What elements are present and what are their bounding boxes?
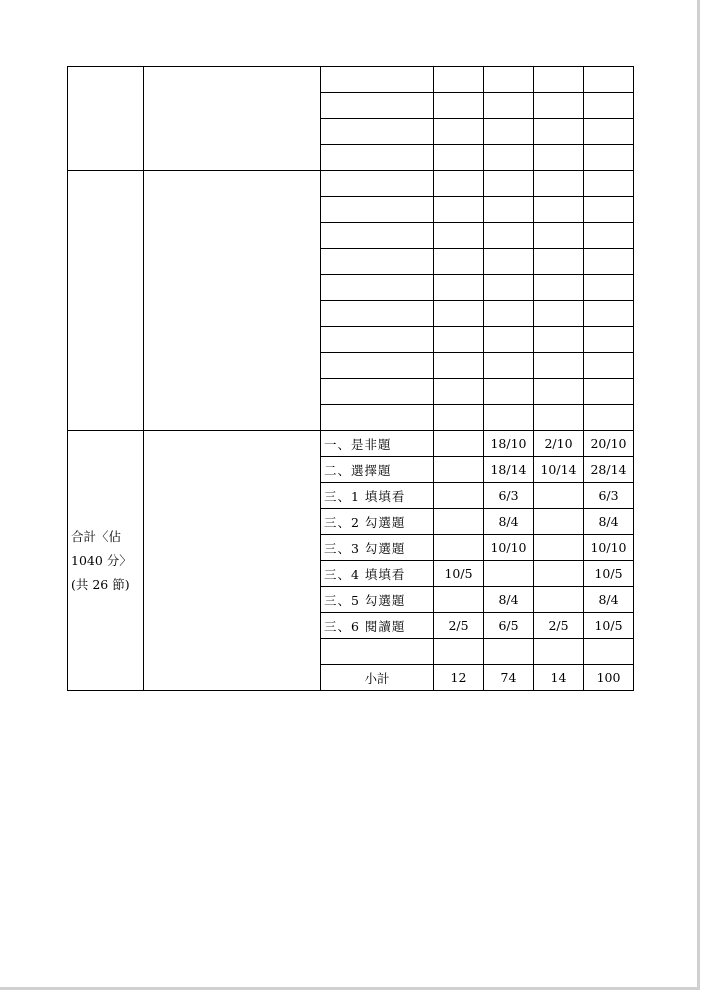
score-cell — [534, 483, 584, 509]
table-row — [68, 171, 634, 197]
table-row — [68, 431, 634, 457]
score-cell — [434, 639, 484, 665]
table-cell — [434, 353, 484, 379]
total-label-line: 合計〈佔 — [71, 528, 122, 544]
table-cell — [584, 223, 634, 249]
score-cell — [534, 535, 584, 561]
table-cell — [484, 327, 534, 353]
table-cell — [534, 171, 584, 197]
table-cell — [321, 275, 434, 301]
subtotal-cell: 14 — [534, 665, 584, 691]
table-cell — [321, 93, 434, 119]
score-cell: 18/10 — [484, 431, 534, 457]
table-cell — [584, 249, 634, 275]
score-cell: 10/10 — [484, 535, 534, 561]
score-cell: 2/10 — [534, 431, 584, 457]
table-cell — [484, 275, 534, 301]
score-table — [67, 66, 634, 691]
score-cell: 10/10 — [584, 535, 634, 561]
score-cell — [584, 639, 634, 665]
score-cell — [534, 561, 584, 587]
table-cell — [321, 405, 434, 431]
score-cell: 10/5 — [584, 561, 634, 587]
score-cell — [434, 587, 484, 613]
table-row — [68, 67, 634, 93]
score-cell: 10/5 — [584, 613, 634, 639]
table-cell — [484, 119, 534, 145]
table-cell — [584, 353, 634, 379]
score-cell — [434, 431, 484, 457]
section-content-cell — [144, 171, 321, 431]
question-type-label: 一、是非題 — [321, 431, 434, 457]
table-cell — [434, 327, 484, 353]
table-cell — [484, 353, 534, 379]
score-cell — [434, 509, 484, 535]
table-cell — [534, 197, 584, 223]
table-cell — [321, 197, 434, 223]
subtotal-label: 小計 — [321, 665, 434, 691]
question-type-label — [321, 639, 434, 665]
table-cell — [484, 145, 534, 171]
score-cell: 2/5 — [434, 613, 484, 639]
table-cell — [534, 93, 584, 119]
score-cell: 10/5 — [434, 561, 484, 587]
table-cell — [434, 171, 484, 197]
question-type-label: 三、5 勾選題 — [321, 587, 434, 613]
table-cell — [534, 67, 584, 93]
table-cell — [534, 249, 584, 275]
section-content-cell — [144, 431, 321, 691]
subtotal-cell: 100 — [584, 665, 634, 691]
score-cell: 8/4 — [584, 509, 634, 535]
table-cell — [434, 405, 484, 431]
score-cell — [484, 639, 534, 665]
score-cell: 28/14 — [584, 457, 634, 483]
section-content-cell — [144, 67, 321, 171]
table-cell — [534, 379, 584, 405]
score-cell — [534, 509, 584, 535]
score-cell: 10/14 — [534, 457, 584, 483]
table-cell — [584, 379, 634, 405]
table-cell — [321, 171, 434, 197]
table-cell — [321, 249, 434, 275]
table-cell — [321, 223, 434, 249]
subtotal-cell: 74 — [484, 665, 534, 691]
question-type-label: 三、2 勾選題 — [321, 509, 434, 535]
table-cell — [484, 223, 534, 249]
table-cell — [484, 249, 534, 275]
score-cell: 6/3 — [484, 483, 534, 509]
table-cell — [321, 353, 434, 379]
score-cell — [434, 483, 484, 509]
question-type-label: 二、選擇題 — [321, 457, 434, 483]
table-cell — [584, 197, 634, 223]
table-cell — [434, 119, 484, 145]
table-cell — [321, 379, 434, 405]
table-cell — [484, 405, 534, 431]
score-cell — [534, 639, 584, 665]
table-cell — [534, 223, 584, 249]
table-cell — [434, 249, 484, 275]
table-cell — [584, 119, 634, 145]
section-cell — [68, 171, 144, 431]
score-cell — [434, 535, 484, 561]
table-cell — [584, 145, 634, 171]
table-cell — [584, 275, 634, 301]
question-type-label: 三、6 閱讀題 — [321, 613, 434, 639]
table-cell — [584, 301, 634, 327]
table-cell — [584, 93, 634, 119]
table-cell — [484, 379, 534, 405]
table-cell — [584, 67, 634, 93]
score-cell: 6/5 — [484, 613, 534, 639]
table-cell — [534, 119, 584, 145]
table-cell — [534, 353, 584, 379]
table-cell — [534, 275, 584, 301]
subtotal-cell: 12 — [434, 665, 484, 691]
table-cell — [434, 379, 484, 405]
score-cell: 2/5 — [534, 613, 584, 639]
table-cell — [534, 327, 584, 353]
score-cell: 6/3 — [584, 483, 634, 509]
table-cell — [584, 405, 634, 431]
table-cell — [321, 301, 434, 327]
table-cell — [584, 171, 634, 197]
table-cell — [434, 223, 484, 249]
table-cell — [484, 197, 534, 223]
score-cell: 8/4 — [584, 587, 634, 613]
question-type-label: 三、3 勾選題 — [321, 535, 434, 561]
table-cell — [484, 171, 534, 197]
total-label-cell — [68, 431, 144, 691]
question-type-label: 三、4 填填看 — [321, 561, 434, 587]
table-cell — [434, 93, 484, 119]
question-type-label: 三、1 填填看 — [321, 483, 434, 509]
score-cell: 20/10 — [584, 431, 634, 457]
table-cell — [534, 145, 584, 171]
total-label-line: 1040 分〉 — [71, 552, 132, 568]
table-cell — [584, 327, 634, 353]
table-cell — [434, 67, 484, 93]
table-cell — [321, 327, 434, 353]
table-cell — [321, 67, 434, 93]
table-cell — [321, 145, 434, 171]
table-cell — [484, 67, 534, 93]
score-cell: 8/4 — [484, 509, 534, 535]
score-cell: 18/14 — [484, 457, 534, 483]
table-cell — [484, 301, 534, 327]
table-cell — [534, 301, 584, 327]
score-cell — [534, 587, 584, 613]
table-cell — [534, 405, 584, 431]
table-cell — [434, 145, 484, 171]
table-cell — [434, 275, 484, 301]
score-cell: 8/4 — [484, 587, 534, 613]
table-cell — [484, 93, 534, 119]
score-cell — [484, 561, 534, 587]
score-cell — [434, 457, 484, 483]
total-label-line: (共 26 節) — [71, 576, 130, 592]
section-cell — [68, 67, 144, 171]
table-cell — [434, 301, 484, 327]
table-cell — [321, 119, 434, 145]
table-cell — [434, 197, 484, 223]
